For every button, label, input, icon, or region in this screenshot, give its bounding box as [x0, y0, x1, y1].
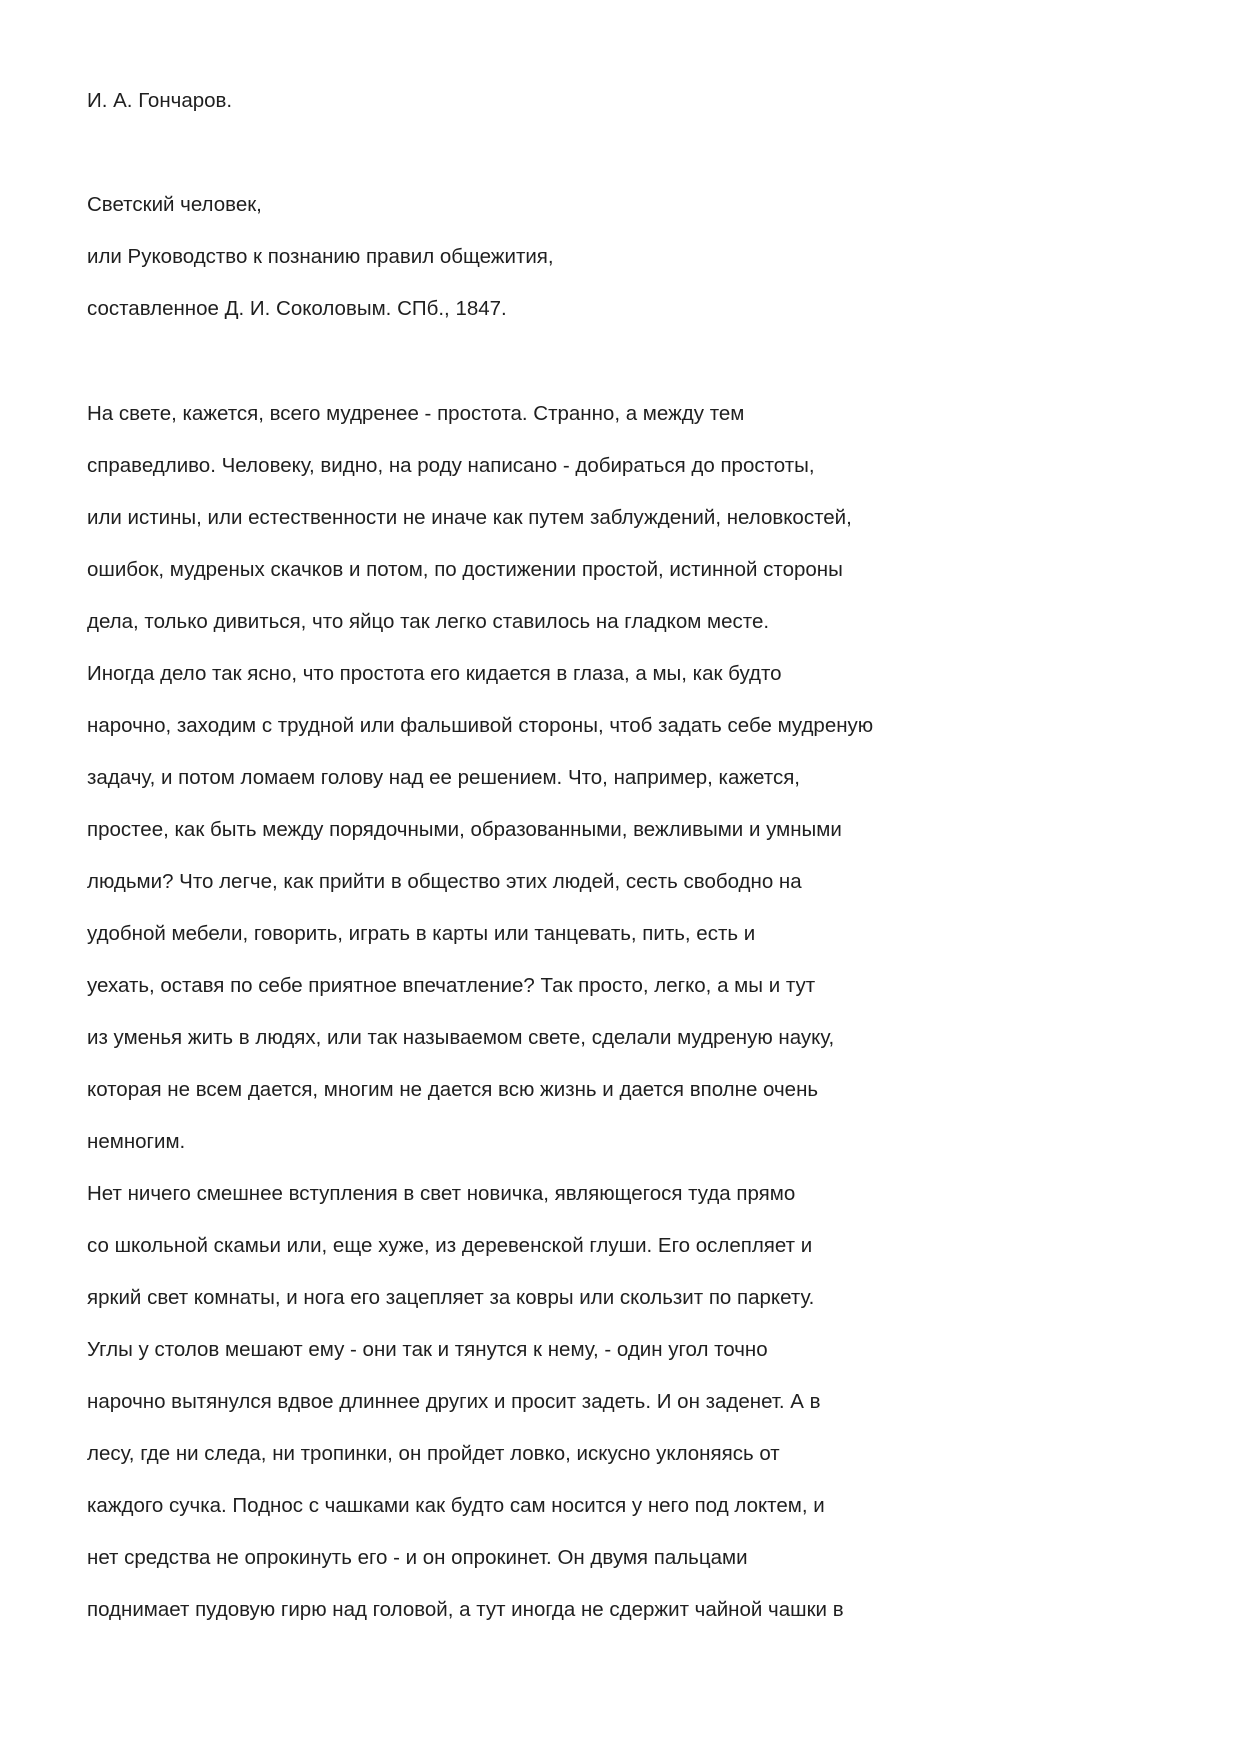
body-line: уехать, оставя по себе приятное впечатление? Так просто, легко, а мы и тут [87, 974, 816, 997]
body-line: Нет ничего смешнее вступления в свет новичка, являющегося туда прямо [87, 1182, 796, 1205]
body-line: Иногда дело так ясно, что простота его кидается в глаза, а мы, как будто [87, 662, 782, 685]
body-line: каждого сучка. Поднос с чашками как будто сам носится у него под локтем, и [87, 1494, 825, 1517]
body-line: Углы у столов мешают ему - они так и тянутся к нему, - один угол точно [87, 1338, 768, 1361]
body-line: лесу, где ни следа, ни тропинки, он пройдет ловко, искусно уклоняясь от [87, 1442, 780, 1465]
body-line: немногим. [87, 1130, 186, 1153]
title-line: составленное Д. И. Соколовым. СПб., 1847. [87, 297, 507, 320]
title-line: Светский человек, [87, 193, 262, 216]
body-line: удобной мебели, говорить, играть в карты или танцевать, пить, есть и [87, 922, 756, 945]
body-line: ошибок, мудреных скачков и потом, по достижении простой, истинной стороны [87, 558, 843, 581]
body-line: задачу, и потом ломаем голову над ее решением. Что, например, кажется, [87, 766, 800, 789]
body-line: дела, только дивиться, что яйцо так легко ставилось на гладком месте. [87, 610, 770, 633]
body-line: нарочно вытянулся вдвое длиннее других и просит задеть. И он заденет. А в [87, 1390, 821, 1413]
body-line: поднимает пудовую гирю над головой, а тут иногда не сдержит чайной чашки в [87, 1598, 844, 1621]
body-line: людьми? Что легче, как прийти в общество этих людей, сесть свободно на [87, 870, 802, 893]
body-line: яркий свет комнаты, и нога его зацепляет за ковры или скользит по паркету. [87, 1286, 815, 1309]
body-line: нет средства не опрокинуть его - и он опрокинет. Он двумя пальцами [87, 1546, 748, 1569]
body-line: из уменья жить в людях, или так называемом свете, сделали мудреную науку, [87, 1026, 835, 1049]
body-line: На свете, кажется, всего мудренее - простота. Странно, а между тем [87, 402, 745, 425]
title-line: или Руководство к познанию правил общежития, [87, 245, 554, 268]
body-line: простее, как быть между порядочными, образованными, вежливыми и умными [87, 818, 842, 841]
body-line: которая не всем дается, многим не дается всю жизнь и дается вполне очень [87, 1078, 819, 1101]
body-line: или истины, или естественности не иначе как путем заблуждений, неловкостей, [87, 506, 852, 529]
body-line: нарочно, заходим с трудной или фальшивой стороны, чтоб задать себе мудреную [87, 714, 874, 737]
body-line: со школьной скамьи или, еще хуже, из деревенской глуши. Его ослепляет и [87, 1234, 813, 1257]
author-line: И. А. Гончаров. [87, 89, 233, 112]
body-line: справедливо. Человеку, видно, на роду написано - добираться до простоты, [87, 454, 815, 477]
